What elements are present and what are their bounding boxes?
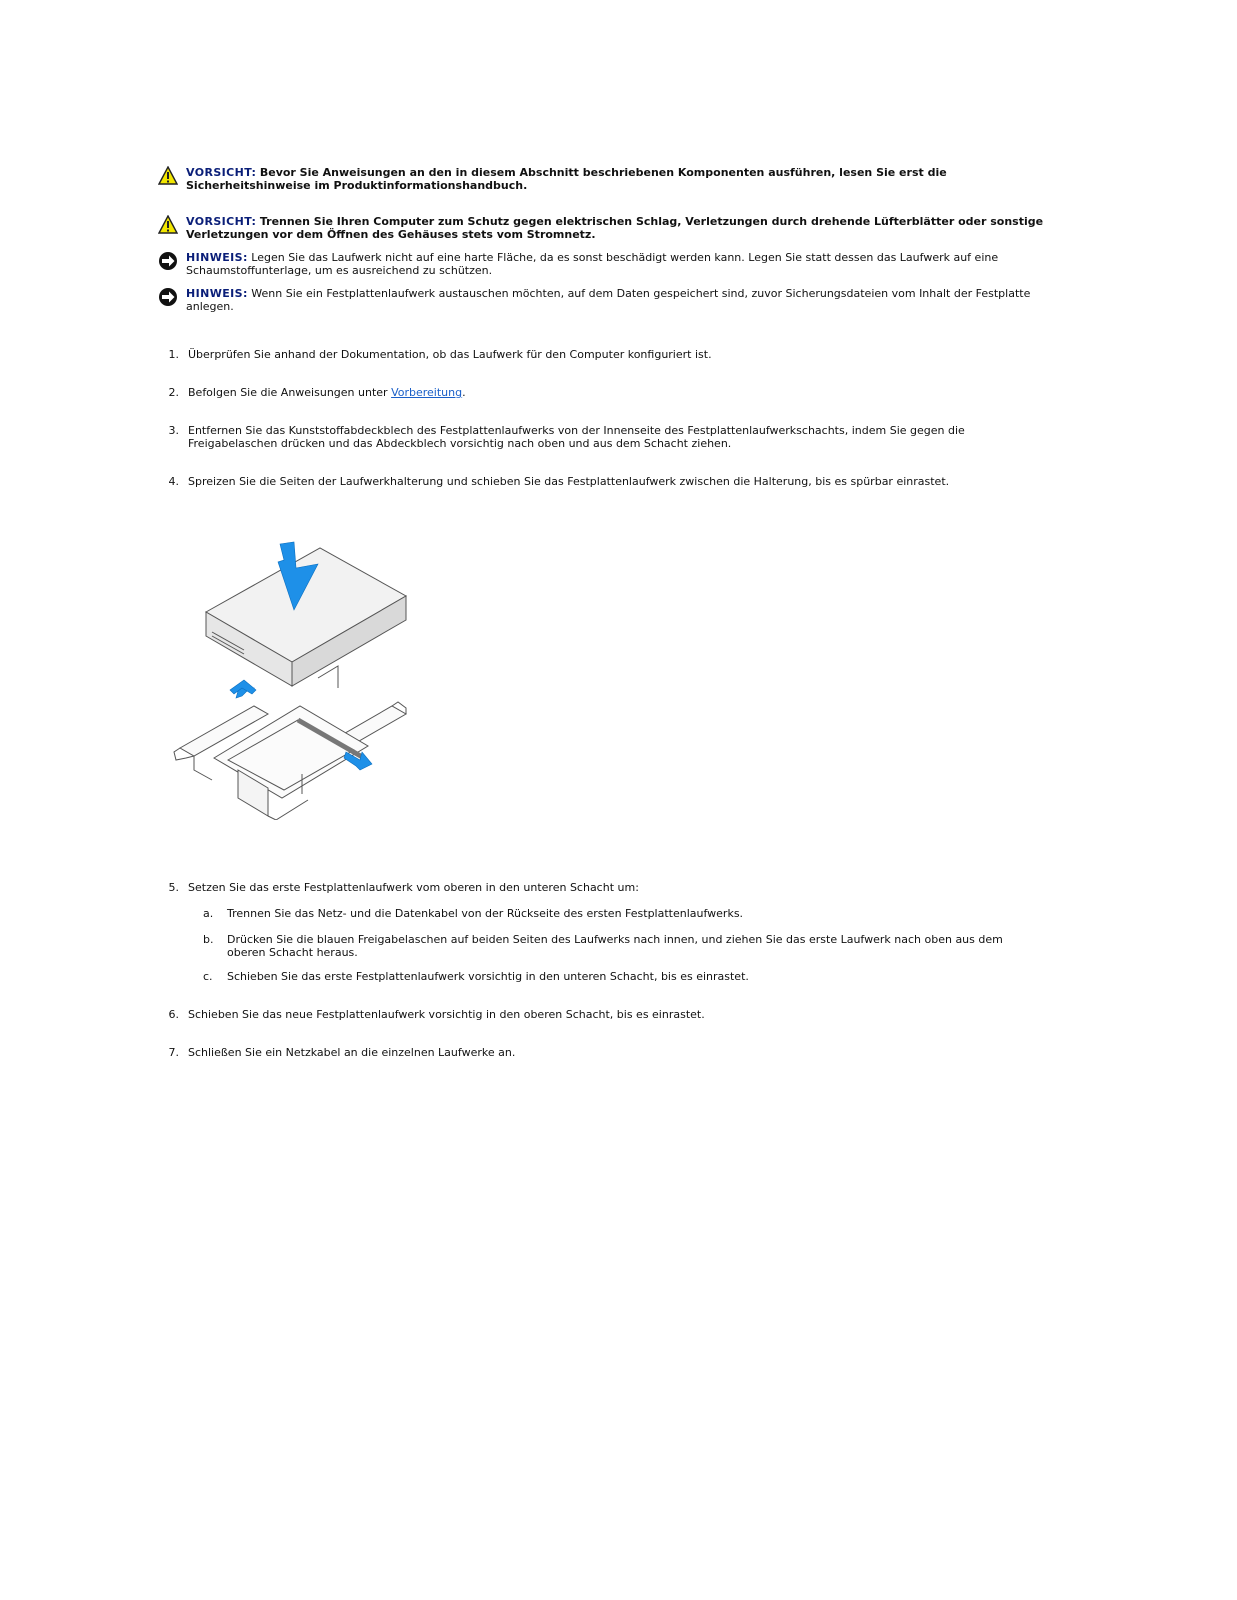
step-text: Entfernen Sie das Kunststoffabdeckblech des Festplattenlaufwerks von der Innenseite des Festplattenlaufwerkschachts, indem Sie gegen die Freigabelaschen drücken und das Abdeckblech vorsichtig nach oben und aus dem Schacht ziehen. [188, 424, 965, 450]
step-text-after: . [462, 386, 466, 399]
step-text [188, 386, 1048, 399]
vorbereitung-link[interactable]: Vorbereitung [391, 386, 463, 399]
step-text: Schließen Sie ein Netzkabel an die einzelnen Laufwerke an. [188, 1046, 516, 1059]
substep-letter: b. [203, 933, 214, 946]
caution-text [186, 215, 1058, 241]
step-text: Spreizen Sie die Seiten der Laufwerkhalterung und schieben Sie das Festplattenlaufwerk zwischen die Halterung, bis es spürbar einrastet. [188, 475, 950, 488]
hinweis-text [186, 287, 1058, 313]
notice-arrow-icon [158, 251, 178, 271]
caution-body: Bevor Sie Anweisungen an den in diesem Abschnitt beschriebenen Komponenten ausführen, lesen Sie erst die Sicherheitshinweise im Produktinformationshandbuch. [186, 166, 947, 192]
substep-letter: a. [203, 907, 214, 920]
caution-body: Trennen Sie Ihren Computer zum Schutz gegen elektrischen Schlag, Verletzungen durch drehende Lüfterblätter oder sonstige Verletzungen vor dem Öffnen des Gehäuses stets vom Stromnetz. [186, 215, 1044, 241]
substep-text: Trennen Sie das Netz- und die Datenkabel von der Rückseite des ersten Festplattenlaufwerks. [227, 907, 744, 920]
hinweis-lead: HINWEIS: [186, 251, 248, 264]
step-number: 6. [168, 1008, 179, 1021]
caution-text [186, 166, 1058, 192]
substep-text: Drücken Sie die blauen Freigabelaschen auf beiden Seiten des Laufwerks nach innen, und ziehen Sie das erste Laufwerk nach oben aus dem oberen Schacht heraus. [227, 933, 1003, 959]
substep-letter: c. [203, 970, 213, 983]
hinweis-body: Wenn Sie ein Festplattenlaufwerk austauschen möchten, auf dem Daten gespeichert sind, zuvor Sicherungsdateien vom Inhalt der Festplatte anlegen. [186, 287, 1031, 313]
step-number: 2. [168, 386, 179, 399]
step-text: Setzen Sie das erste Festplattenlaufwerk vom oberen in den unteren Schacht um: [188, 881, 639, 894]
step-number: 3. [168, 424, 179, 437]
substep-text: Schieben Sie das erste Festplattenlaufwerk vorsichtig in den unteren Schacht, bis es einrastet. [227, 970, 749, 983]
step-text: Überprüfen Sie anhand der Dokumentation, ob das Laufwerk für den Computer konfiguriert ist. [188, 348, 712, 361]
warning-triangle-icon [158, 215, 178, 235]
step-text-before: Befolgen Sie die Anweisungen unter [188, 386, 392, 399]
notice-arrow-icon [158, 287, 178, 307]
warning-triangle-icon [158, 166, 178, 186]
caution-lead: VORSICHT: [186, 166, 257, 179]
step-number: 5. [168, 881, 179, 894]
step-number: 4. [168, 475, 179, 488]
caution-lead: VORSICHT: [186, 215, 257, 228]
step-number: 1. [168, 348, 179, 361]
hinweis-lead: HINWEIS: [186, 287, 248, 300]
drive-bracket-illustration [168, 538, 418, 820]
step-number: 7. [168, 1046, 179, 1059]
hinweis-body: Legen Sie das Laufwerk nicht auf eine harte Fläche, da es sonst beschädigt werden kann. Legen Sie statt dessen das Laufwerk auf eine Schaumstoffunterlage, um es ausreichend zu schützen. [186, 251, 999, 277]
hinweis-text [186, 251, 1058, 277]
step-text: Schieben Sie das neue Festplattenlaufwerk vorsichtig in den oberen Schacht, bis es einrastet. [188, 1008, 705, 1021]
